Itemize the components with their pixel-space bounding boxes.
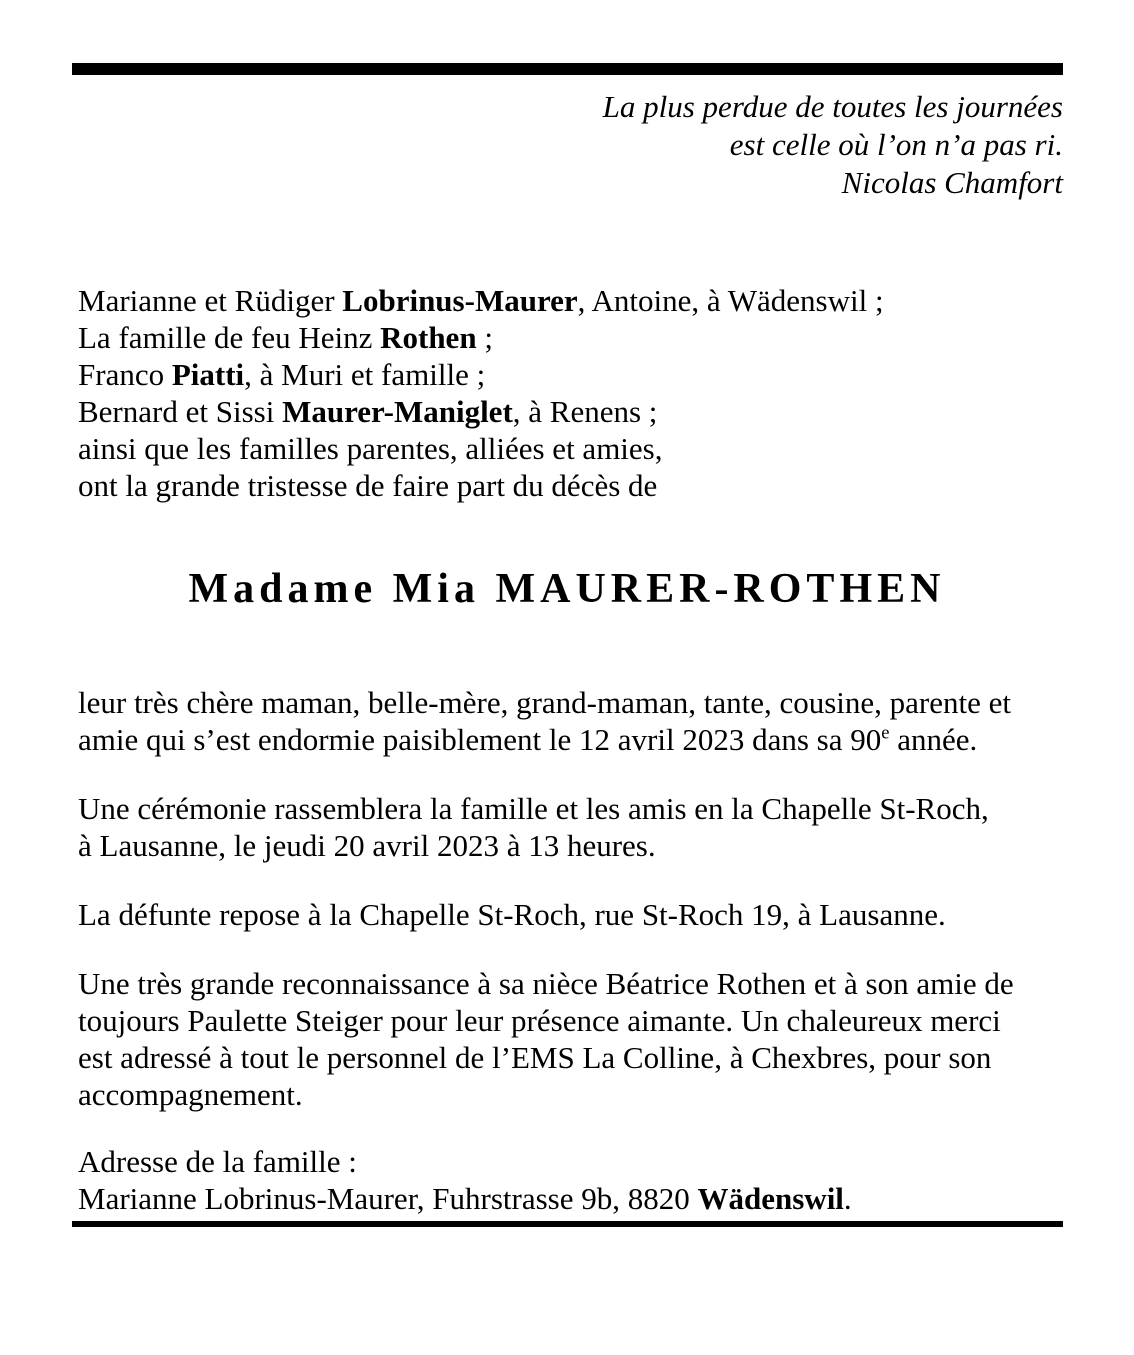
text-line: est adressé à tout le personnel de l’EMS La Colline, à Chexbres, pour son [78,1040,992,1075]
text-segment: Marianne Lobrinus-Maurer, Fuhrstrasse 9b, 8820 [78,1181,698,1216]
family-name-bold: Rothen [380,320,477,355]
epigraph-attribution: Nicolas Chamfort [841,165,1063,200]
text-line: Une cérémonie rassemblera la famille et les amis en la Chapelle St-Roch, [78,791,989,826]
family-line-text: , à Renens ; [512,394,658,429]
family-line-text: , à Muri et famille ; [244,357,486,392]
paragraph-tribute [78,684,1134,758]
family-line-text: Franco [78,357,172,392]
top-rule [72,63,1063,75]
text-line: à Lausanne, le jeudi 20 avril 2023 à 13 heures. [78,828,656,863]
text-line: toujours Paulette Steiger pour leur présence aimante. Un chaleureux merci [78,1003,1001,1038]
text-line: leur très chère maman, belle-mère, grand-maman, tante, cousine, parente et [78,685,1011,720]
epigraph-line: est celle où l’on n’a pas ri. [729,127,1063,162]
family-line [78,467,1134,504]
text-line: accompagnement. [78,1077,303,1112]
family-name-bold: Maurer-Maniglet [282,394,513,429]
family-line [78,282,1134,319]
obituary-page [0,63,1134,1227]
text-line: La défunte repose à la Chapelle St-Roch, rue St-Roch 19, à Lausanne. [78,897,946,932]
text-segment: . [843,1181,852,1216]
family-line-text: ont la grande tristesse de faire part du décès de [78,468,658,503]
family-name-bold: Lobrinus-Maurer [342,283,578,318]
family-address [78,1143,1134,1217]
family-list [78,282,1134,504]
superscript-e: e [881,722,890,744]
paragraph-repose [78,896,1134,933]
family-line [78,430,1134,467]
family-line-text: ; [476,320,493,355]
family-line-text: Bernard et Sissi [78,394,283,429]
text-segment: amie qui s’est endormie paisiblement le 12 avril 2023 dans sa 90 [78,722,882,757]
announcement-body [78,684,1134,1217]
bottom-rule [72,1221,1063,1227]
paragraph-ceremony [78,790,1134,864]
deceased-name-title: Madame Mia MAURER-ROTHEN [188,566,946,612]
family-line-text: ainsi que les familles parentes, alliées et amies, [78,431,663,466]
paragraph-thanks [78,965,1134,1113]
family-line [78,356,1134,393]
family-name-bold: Piatti [171,357,245,392]
text-line: Une très grande reconnaissance à sa nièce Béatrice Rothen et à son amie de [78,966,1014,1001]
family-line-text: , Antoine, à Wädenswil ; [577,283,884,318]
text-segment: année. [889,722,978,757]
text-line [78,721,1134,758]
family-line-text: Marianne et Rüdiger [78,283,343,318]
address-line [78,1180,1134,1217]
family-line [78,393,1134,430]
epigraph-line: La plus perdue de toutes les journées [602,89,1063,124]
family-line [78,319,1134,356]
address-label: Adresse de la famille : [78,1144,357,1179]
family-line-text: La famille de feu Heinz [78,320,381,355]
address-city-bold: Wädenswil [697,1181,844,1216]
epigraph [0,88,1063,202]
